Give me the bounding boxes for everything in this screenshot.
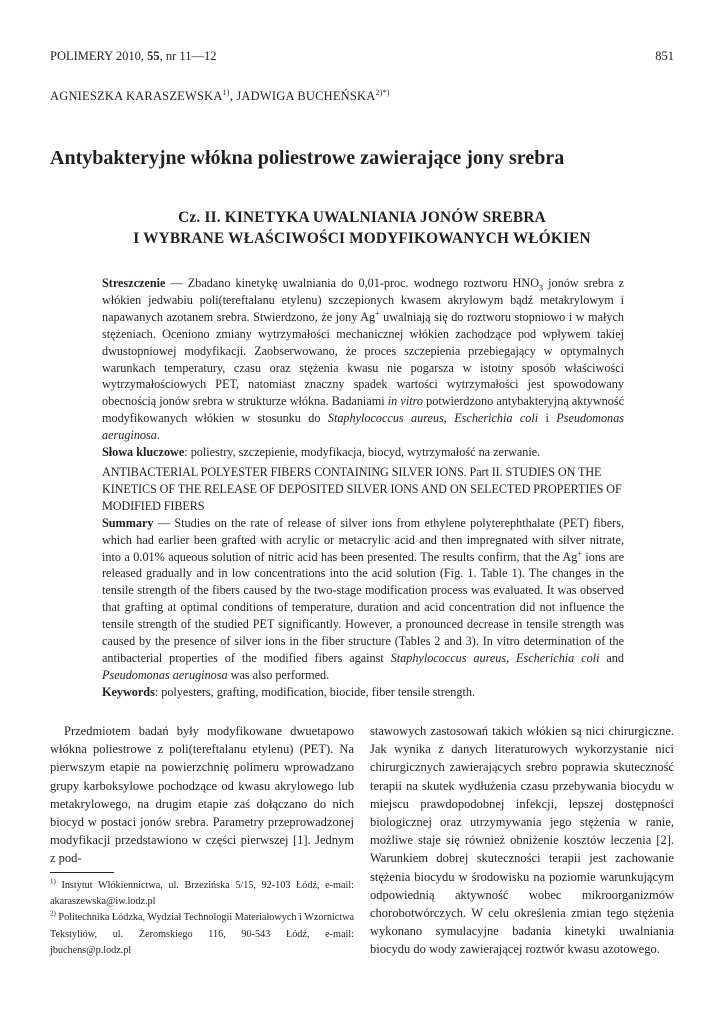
- summary-label: Summary: [102, 515, 154, 530]
- volume-number: 55: [147, 49, 160, 63]
- keywords-english: Keywords: polyesters, grafting, modification, biocide, fiber tensile strength.: [102, 684, 475, 699]
- affiliation-mark: 1): [222, 88, 230, 97]
- article-title: Antybakteryjne włókna poliestrowe zawierające jony srebra: [50, 147, 565, 169]
- keywords-label: Keywords: [102, 684, 155, 699]
- abstract-english-text: Summary — Studies on the rate of release of silver ions from ethylene polyterephthalate (PET) fibers, which had earlier been grafted with acrylic or metacrylic acid and then impregnated with silver nitrate, into a 0.01% aqueous solution of nitric acid has been presented. The results confirm, that the Ag+ ions are released gradually and in low concentrations into the acid solution (Fig. 1. Table 1). The changes in the tensile strength of the fibers caused by the two-stage modification process was evaluated. It was observed that grafting at optimal conditions of temperature, duration and acid concentration did not influence the tensile strength of the studied PET significantly. However, a pronounced decrease in tensile strength was caused by the presence of silver ions in the fiber structure (Tables 2 and 3). In vitro determination of the antibacterial properties of the modified fibers against Staphylococcus aureus, Escherichia coli and Pseudomonas aeruginosa was also performed.: [102, 515, 624, 682]
- subtitle-line: I WYBRANE WŁAŚCIWOŚCI MODYFIKOWANYCH WŁÓKIEN: [133, 230, 591, 247]
- body-column-left: [50, 722, 354, 868]
- body-column-right: [370, 722, 674, 959]
- keywords-label: Słowa kluczowe: [102, 445, 185, 460]
- abstract-label: Streszczenie: [102, 276, 166, 290]
- abstract-polish-text: Streszczenie — Zbadano kinetykę uwalniania do 0,01-proc. wodnego roztworu $HNO_3$ jonów srebra z włókien jedwabiu poli(tereftalanu etylenu) szczepionych kwasem akrylowym bądź metakrylowym i napawanych azotanem srebra. Stwierdzono, że jony Ag+ uwalniają się do roztworu stopniowo i w małych stężeniach. Oceniono zmiany wytrzymałości mechanicznej włókien zachodzące pod wpływem takiej dwustopniowej modyfikacji. Zaobserwowano, że proces szczepienia przebiegający w optymalnych warunkach temperatury, czasu oraz stężenia kwasu nie pogarsza w istotny sposób właściwości wytrzymałościowych PET, natomiast znaczny spadek wartości wytrzymałości jest spowodowany obecnością jonów srebra w strukturze włókna. Badaniami in vitro potwierdzono antybakteryjną aktywność modyfikowanych włókien w stosunku do Staphylococcus aureus, Escherichia coli i Pseudomonas aeruginosa.: [102, 276, 625, 443]
- abstract-english: [102, 464, 624, 701]
- subtitle-line: Cz. II. KINETYKA UWALNIANIA JONÓW SREBRA: [178, 209, 546, 226]
- keywords-polish: Słowa kluczowe: poliestry, szczepienie, modyfikacja, biocyd, wytrzymałość na zerwanie.: [102, 445, 541, 460]
- page-number: 851: [655, 49, 674, 63]
- author-name: JADWIGA BUCHEŃSKA: [236, 89, 376, 104]
- article-subtitle: [50, 207, 674, 249]
- body-paragraph: Przedmiotem badań były modyfikowane dwuetapowo włókna poliestrowe z poli(tereftalanu etylenu) (PET). Na pierwszym etapie na powierzchnię polimeru wprowadzano grupy karboksylowe pochodzące od kwasu akrylowego lub metakrylowego, na drugim etapie zaś dołączano do nich biocyd w postaci jonów srebra. Parametry przeprowadzonej modyfikacji przedstawiono w części pierwszej [1]. Jednym z pod-: [50, 724, 354, 866]
- author-list: AGNIESZKA KARASZEWSKA$^{1)}$, JADWIGA $BUCHEŃSKA^{2)*)}$: [50, 88, 390, 104]
- footnote-separator: [50, 872, 114, 873]
- footnote: $^{1)}$ Instytut Włókiennictwa, ul. Brzezińska 5/15, 92-103 Łódź, e-mail: akaraszewska@iw.lodz.pl: [50, 877, 354, 908]
- journal-citation: POLIMERY 2010, 55, nr 11—12: [50, 49, 217, 63]
- running-header: [50, 49, 674, 63]
- footnotes: [50, 878, 354, 959]
- english-title: ANTIBACTERIAL POLYESTER FIBERS CONTAINING SILVER IONS. Part II. STUDIES ON THE KINETICS OF THE RELEASE OF DEPOSITED SILVER IONS AND ON SELECTED PROPERTIES OF MODIFIED FIBERS: [102, 465, 622, 513]
- footnote: $^{2)}$ Politechnika Łódzka, Wydział Technologii Materiałowych i Wzornictwa Tekstyliów, ul. Żeromskiego 116, 90-543 Łódź, e-mail: jbuchens@p.lodz.pl: [50, 910, 354, 956]
- author-name: AGNIESZKA KARASZEWSKA: [50, 89, 223, 104]
- affiliation-mark: 2)*): [375, 88, 390, 97]
- abstract-polish: [102, 275, 624, 461]
- body-paragraph: stawowych zastosowań takich włókien są nici chirurgiczne. Jak wynika z danych literaturowych wykorzystanie nici chirurgicznych zawierających srebro poprawia skuteczność terapii na skutek wydłużenia czasu przebywania biocydu w miejscu prawdopodobnej infekcji, lepszej dostępności biologicznej oraz utrzymywania jego stężenia w ranie, możliwe staje się również obniżenie kosztów leczenia [2]. Warunkiem dobrej skuteczności terapii jest zachowanie stężenia biocydu w środowisku na poziomie warunkującym odpowiednią aktywność wobec mikroorganizmów chorobotwórczych. W celu określenia zmian tego stężenia wykonano symulacyjne badania kinetyki uwalniania biocydu do wody zawierającej roztwór kwasu azotowego.: [370, 724, 674, 957]
